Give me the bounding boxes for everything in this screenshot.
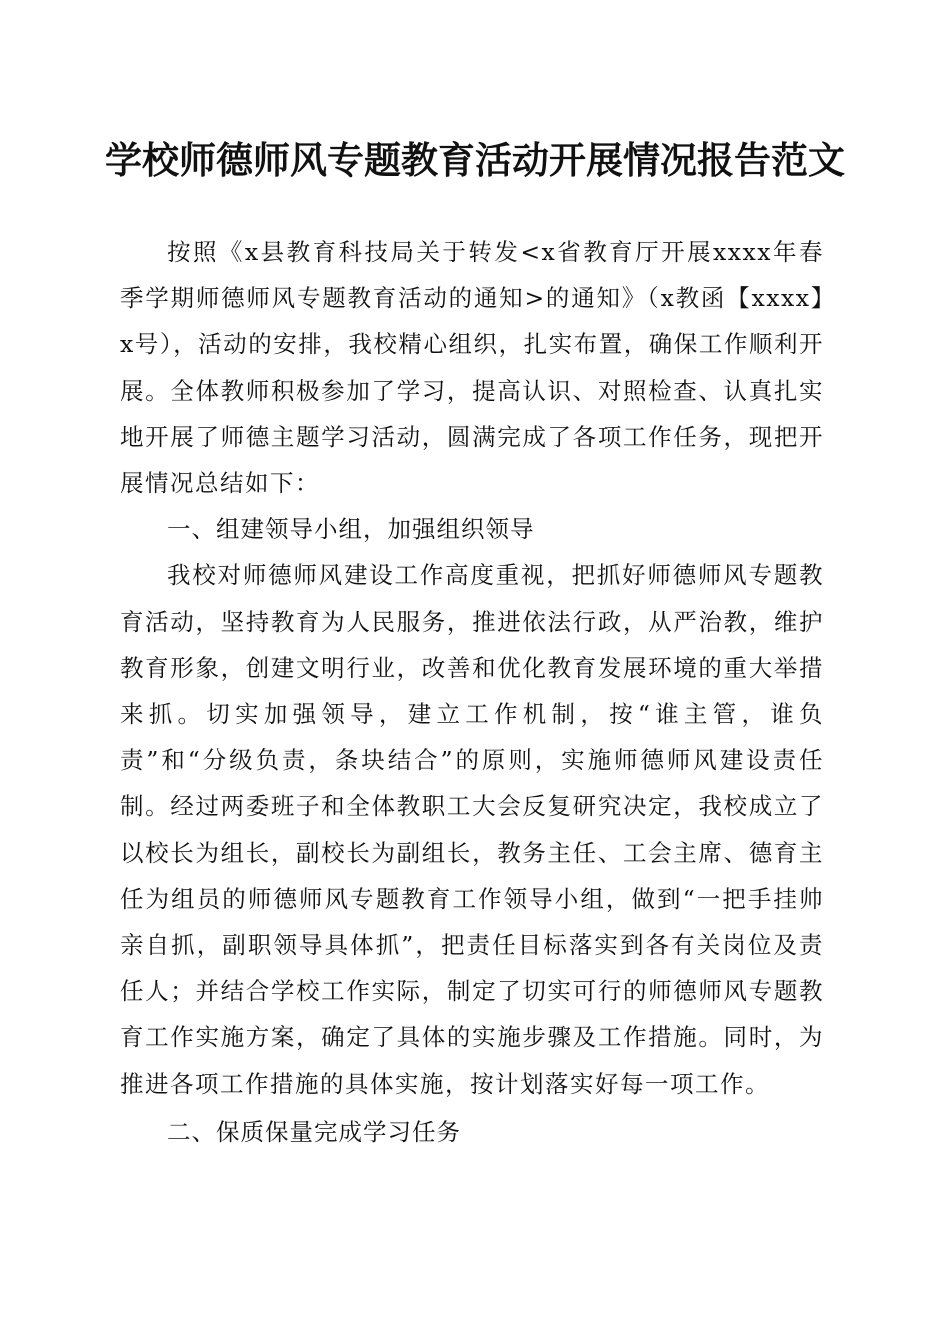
document-title: 学校师德师风专题教育活动开展情况报告范文 (105, 138, 845, 182)
section-2-heading: 二、保质保量完成学习任务 (167, 1117, 461, 1146)
section-1-paragraph: 我校对师德师风建设工作高度重视，把抓好师德师风专题教育活动，坚持教育为人民服务，推进依法行政，从严治教，维护教育形象，创建文明行业，改善和优化教育发展环境的重大举措来抓。切实加强领导，建立工作机制，按“谁主管，谁负责”和“分级负责，条块结合”的原则，实施师德师风建设责任制。经过两委班子和全体教职工大会反复研究决定，我校成立了以校长为组长，副校长为副组长，教务主任、工会主席、德育主任为组员的师德师风专题教育工作领导小组，做到“一把手挂帅亲自抓，副职领导具体抓”，把责任目标落实到各有关岗位及责任人；并结合学校工作实际，制定了切实可行的师德师风专题教育工作实施方案，确定了具体的实施步骤及工作措施。同时，为推进各项工作措施的具体实施，按计划落实好每一项工作。 (120, 561, 824, 1098)
intro-paragraph: 按照《x县教育科技局关于转发<x省教育厅开展xxxx年春季学期师德师风专题教育活动的通知>的通知》（x教函【xxxx】x号），活动的安排，我校精心组织，扎实布置，确保工作顺利开展。全体教师积极参加了学习，提高认识、对照检查、认真扎实地开展了师德主题学习活动，圆满完成了各项工作任务，现把开展情况总结如下： (120, 238, 824, 498)
document-body (120, 229, 824, 1155)
section-1-heading: 一、组建领导小组，加强组织领导 (167, 515, 535, 544)
